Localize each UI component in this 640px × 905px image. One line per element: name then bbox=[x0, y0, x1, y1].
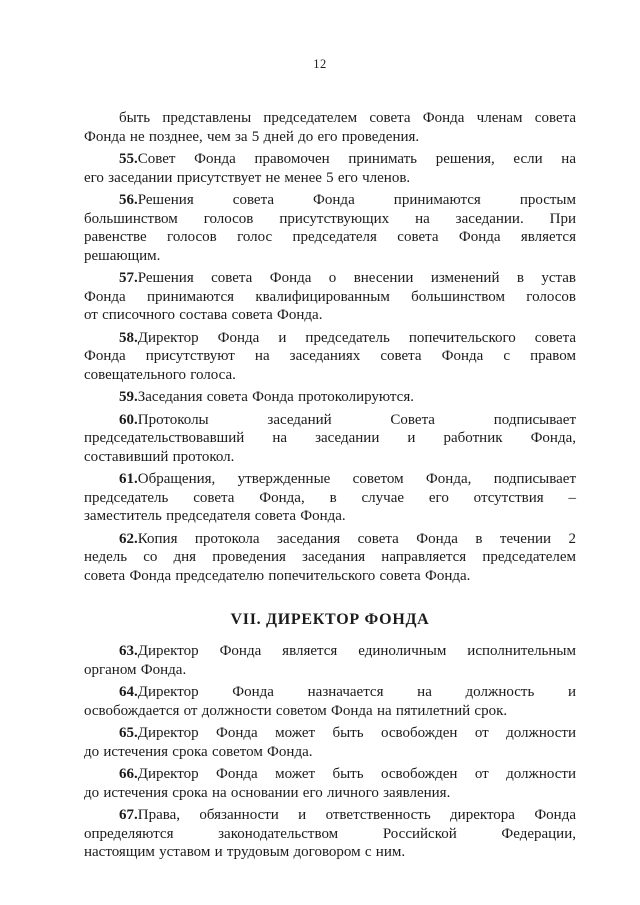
document-body bbox=[84, 109, 576, 862]
text-line: недель со дня проведения заседания направляется председателем bbox=[84, 549, 576, 565]
text-line: большинством голосов присутствующих на заседании. При bbox=[84, 210, 576, 227]
paragraph-number: 62. bbox=[119, 530, 138, 547]
page-number: 12 bbox=[313, 57, 327, 71]
paragraph-number: 61. bbox=[119, 471, 138, 487]
text-line: 65.Директор Фонда может быть освобожден от должности bbox=[119, 725, 576, 741]
text-line: до истечения срока на основании его личного заявления. bbox=[84, 784, 451, 801]
paragraph bbox=[84, 765, 576, 802]
paragraph bbox=[84, 806, 576, 862]
text-line: быть представлены председателем совета Фонда членам совета bbox=[119, 110, 576, 126]
paragraph-number: 55. bbox=[119, 151, 138, 167]
paragraph bbox=[84, 724, 576, 761]
text-line: настоящим уставом и трудовым договором с ним. bbox=[84, 844, 406, 860]
paragraph-number: 67. bbox=[119, 807, 138, 823]
paragraph-number: 64. bbox=[119, 684, 138, 700]
paragraph bbox=[84, 269, 576, 325]
text-line: 58.Директор Фонда и председатель попечительского совета bbox=[119, 329, 576, 346]
paragraph bbox=[84, 683, 576, 720]
paragraph-number: 63. bbox=[119, 643, 138, 659]
text-line: равенстве голосов голос председателя совета Фонда является bbox=[84, 229, 576, 245]
paragraph bbox=[84, 150, 576, 187]
paragraph bbox=[84, 470, 576, 526]
paragraph-number: 57. bbox=[119, 270, 138, 286]
text-line: определяются законодательством Российской Федерации, bbox=[84, 825, 576, 842]
paragraph-number: 56. bbox=[119, 192, 138, 208]
text-line: составивший протокол. bbox=[84, 448, 235, 465]
text-line: 66.Директор Фонда может быть освобожден от должности bbox=[119, 766, 576, 782]
text-line: 63.Директор Фонда является единоличным исполнительным bbox=[119, 643, 576, 659]
text-line: Фонда не позднее, чем за 5 дней до его проведения. bbox=[84, 128, 420, 145]
text-line: его заседании присутствует не менее 5 его членов. bbox=[84, 169, 411, 186]
text-line: 62.Копия протокола заседания совета Фонда в течении 2 bbox=[119, 530, 576, 547]
paragraph-number: 60. bbox=[119, 411, 138, 428]
text-line: 55.Совет Фонда правомочен принимать решения, если на bbox=[119, 151, 576, 167]
paragraph bbox=[84, 642, 576, 679]
text-line: 60.Протоколы заседаний Совета подписывает bbox=[119, 411, 576, 428]
paragraph bbox=[84, 329, 576, 385]
text-line: Фонда принимаются квалифицированным большинством голосов bbox=[84, 288, 576, 305]
paragraph-number: 66. bbox=[119, 766, 138, 782]
text-line: Фонда присутствуют на заседаниях совета Фонда с правом bbox=[84, 348, 576, 364]
paragraph bbox=[84, 191, 576, 265]
paragraph bbox=[84, 411, 576, 467]
text-line: органом Фонда. bbox=[84, 661, 187, 678]
text-line: решающим. bbox=[84, 247, 161, 264]
paragraph bbox=[84, 388, 576, 407]
text-line: от списочного состава совета Фонда. bbox=[84, 307, 323, 323]
text-line: 67.Права, обязанности и ответственность директора Фонда bbox=[119, 807, 576, 823]
text-line: до истечения срока советом Фонда. bbox=[84, 743, 313, 760]
text-line: 59.Заседания совета Фонда протоколируются. bbox=[119, 389, 414, 405]
text-line: заместитель председателя совета Фонда. bbox=[84, 508, 346, 524]
text-line: 57.Решения совета Фонда о внесении изменений в устав bbox=[119, 270, 576, 286]
section-heading: VII. ДИРЕКТОР ФОНДА bbox=[230, 611, 430, 628]
text-line: совещательного голоса. bbox=[84, 366, 236, 383]
text-line: 56.Решения совета Фонда принимаются простым bbox=[119, 192, 576, 208]
paragraph-number: 58. bbox=[119, 329, 138, 346]
text-line: совета Фонда председателю попечительского совета Фонда. bbox=[84, 567, 471, 584]
paragraph bbox=[84, 109, 576, 146]
text-line: 61.Обращения, утвержденные советом Фонда, подписывает bbox=[119, 471, 576, 487]
paragraph bbox=[84, 530, 576, 586]
paragraph-number: 65. bbox=[119, 725, 138, 741]
text-line: 64.Директор Фонда назначается на должность и bbox=[119, 684, 576, 700]
text-line: председатель совета Фонда, в случае его отсутствия – bbox=[84, 489, 576, 506]
paragraph-number: 59. bbox=[119, 389, 138, 405]
text-line: освобождается от должности советом Фонда на пятилетний срок. bbox=[84, 702, 508, 719]
text-line: председательствовавший на заседании и работник Фонда, bbox=[84, 430, 576, 446]
